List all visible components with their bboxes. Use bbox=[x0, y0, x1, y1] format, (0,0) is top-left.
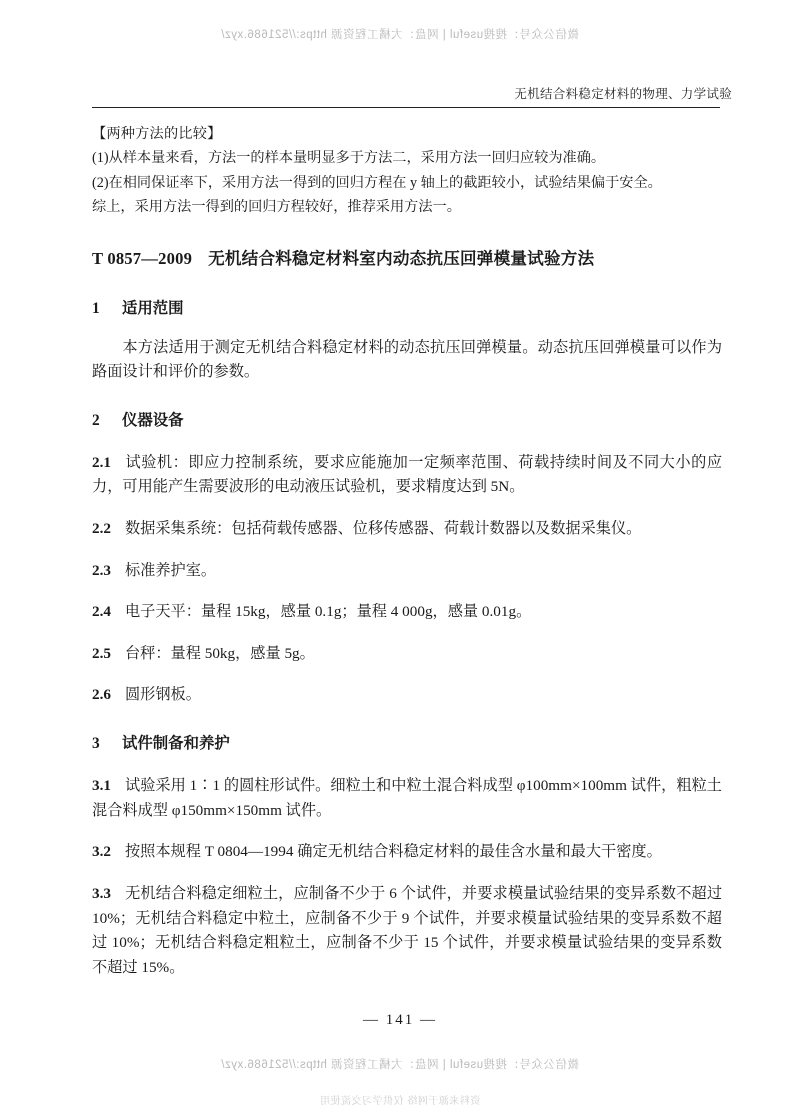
clause-3-3 bbox=[92, 882, 722, 981]
note-line-1: (1)从样本量来看，方法一的样本量明显多于方法二，采用方法一回归应较为准确。 bbox=[92, 150, 606, 167]
note-block bbox=[92, 122, 722, 220]
clause-text-3-2: 按照本规程 T 0804—1994 确定无机结合料稳定材料的最佳含水量和最大干密度。 bbox=[124, 843, 662, 861]
watermark-bottom: 微信公众号：搜搜useful | 网盘：大橘工程资源 https://521686.xyz/ bbox=[220, 1059, 580, 1071]
clause-number-2-2: 2.2 bbox=[92, 519, 111, 537]
section-number-2: 2 bbox=[92, 411, 100, 429]
section-title-3: 试件制备和养护 bbox=[122, 735, 230, 753]
header-divider bbox=[92, 107, 720, 108]
section-title-2: 仪器设备 bbox=[122, 411, 184, 429]
clause-number-2-1: 2.1 bbox=[92, 453, 111, 471]
clause-2-1 bbox=[92, 451, 722, 500]
clause-text-2-4: 电子天平：量程 15kg，感量 0.1g；量程 4 000g，感量 0.01g。 bbox=[124, 603, 532, 621]
document-content bbox=[92, 122, 722, 980]
page-number: — 141 — bbox=[363, 1012, 437, 1028]
note-line-3: 综上，采用方法一得到的回归方程较好，推荐采用方法一。 bbox=[92, 199, 461, 216]
section-heading-3 bbox=[92, 732, 722, 757]
section-heading-2 bbox=[92, 409, 722, 434]
standard-code: T 0857—2009 bbox=[92, 248, 193, 268]
clause-3-2 bbox=[92, 840, 722, 865]
clause-2-2 bbox=[92, 517, 722, 542]
clause-number-2-4: 2.4 bbox=[92, 603, 111, 621]
clause-number-2-5: 2.5 bbox=[92, 644, 111, 662]
section-number-3: 3 bbox=[92, 735, 100, 753]
clause-2-5 bbox=[92, 642, 722, 667]
clause-text-2-1: 试验机：即应力控制系统，要求应能施加一定频率范围、荷载持续时间及不同大小的应力，可用能产生需要波形的电动液压试验机，要求精度达到 5N。 bbox=[92, 453, 722, 496]
clause-number-2-6: 2.6 bbox=[92, 686, 111, 704]
clause-text-2-6: 圆形钢板。 bbox=[124, 686, 201, 704]
section-title-1: 适用范围 bbox=[122, 299, 184, 317]
clause-text-2-5: 台秤：量程 50kg，感量 5g。 bbox=[124, 644, 315, 662]
clause-2-3 bbox=[92, 559, 722, 584]
section-heading-1 bbox=[92, 297, 722, 322]
clause-text-2-3: 标准养护室。 bbox=[124, 561, 217, 579]
clause-2-6 bbox=[92, 683, 722, 708]
standard-name: 无机结合料稳定材料室内动态抗压回弹模量试验方法 bbox=[208, 248, 595, 268]
clause-2-4 bbox=[92, 600, 722, 625]
clause-number-3-3: 3.3 bbox=[92, 884, 111, 902]
clause-text-3-1: 试验采用 1∶1 的圆柱形试件。细粒土和中粒土混合料成型 φ100mm×100mm 试件，粗粒土混合料成型 φ150mm×150mm 试件。 bbox=[92, 777, 722, 819]
watermark-bottom-secondary: 资料来源于网络 仅供学习交流使用 bbox=[319, 1096, 481, 1107]
clause-text-2-2: 数据采集系统：包括荷载传感器、位移传感器、荷载计数器以及数据采集仪。 bbox=[124, 519, 642, 537]
section-number-1: 1 bbox=[92, 299, 100, 317]
clause-text-3-3: 无机结合料稳定细粒土，应制备不少于 6 个试件，并要求模量试验结果的变异系数不超过 10%；无机结合料稳定中粒土，应制备不少于 9 个试件，并要求模量试验结果的变异系数不超过 10%；无机结合料稳定粗粒土，应制备不少于 15 个试件，并要求模量试验结果的变异系数不超过 15%。 bbox=[92, 884, 722, 976]
standard-title bbox=[92, 246, 722, 273]
clause-number-2-3: 2.3 bbox=[92, 561, 111, 579]
clause-3-1 bbox=[92, 774, 722, 823]
note-title: 【两种方法的比较】 bbox=[92, 126, 222, 142]
clause-number-3-1: 3.1 bbox=[92, 777, 111, 795]
watermark-top: 微信公众号：搜搜useful | 网盘：大橘工程资源 https://521686.xyz/ bbox=[220, 29, 580, 41]
section-1-paragraph-1: 本方法适用于测定无机结合料稳定材料的动态抗压回弹模量。动态抗压回弹模量可以作为路面设计和评价的参数。 bbox=[92, 338, 722, 381]
running-header: 无机结合料稳定材料的物理、力学试验 bbox=[514, 87, 732, 101]
note-line-2: (2)在相同保证率下，采用方法一得到的回归方程在 y 轴上的截距较小，试验结果偏于安全。 bbox=[92, 174, 662, 191]
clause-number-3-2: 3.2 bbox=[92, 843, 111, 861]
